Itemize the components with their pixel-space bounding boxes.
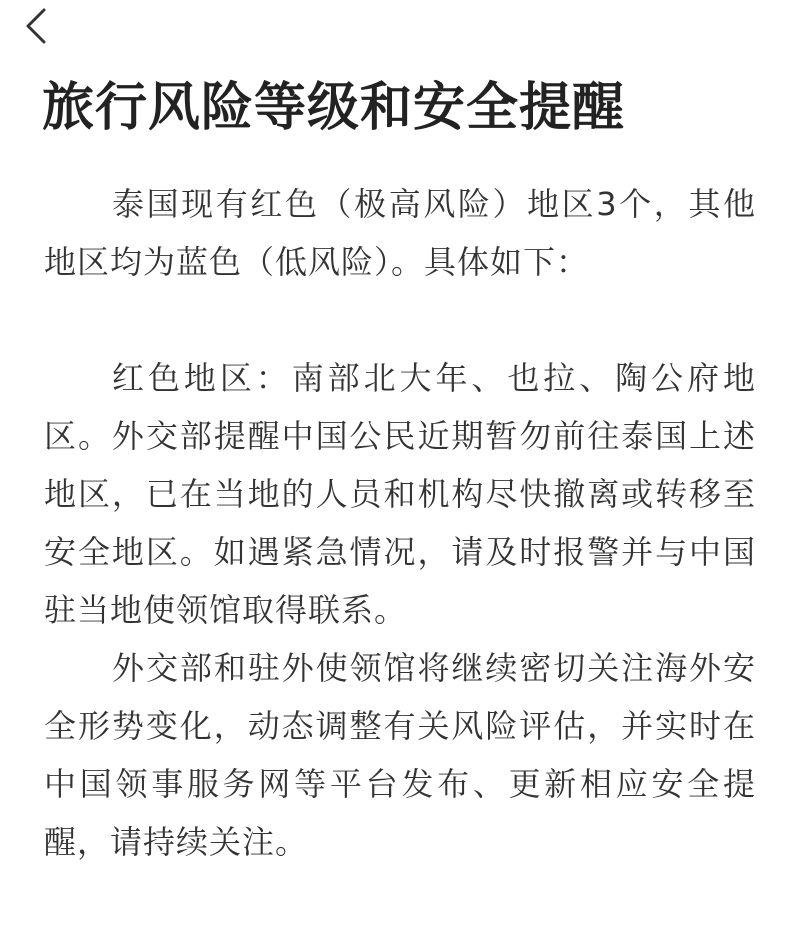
page-title: 旅行风险等级和安全提醒 bbox=[42, 78, 626, 138]
chevron-left-icon bbox=[20, 6, 56, 46]
article-body bbox=[44, 175, 756, 871]
top-navigation-bar bbox=[0, 0, 800, 60]
paragraph-red-zones: 红色地区：南部北大年、也拉、陶公府地区。外交部提醒中国公民近期暂勿前往泰国上述地区，已在当地的人员和机构尽快撤离或转移至安全地区。如遇紧急情况，请及时报警并与中国驻当地使领馆取得联系。 bbox=[44, 359, 756, 629]
paragraph-ongoing-monitoring: 外交部和驻外使领馆将继续密切关注海外安全形势变化，动态调整有关风险评估，并实时在中国领事服务网等平台发布、更新相应安全提醒，请持续关注。 bbox=[44, 649, 756, 861]
back-button[interactable] bbox=[20, 6, 56, 46]
paragraph-overview: 泰国现有红色（极高风险）地区3个，其他地区均为蓝色（低风险）。具体如下： bbox=[44, 185, 756, 281]
